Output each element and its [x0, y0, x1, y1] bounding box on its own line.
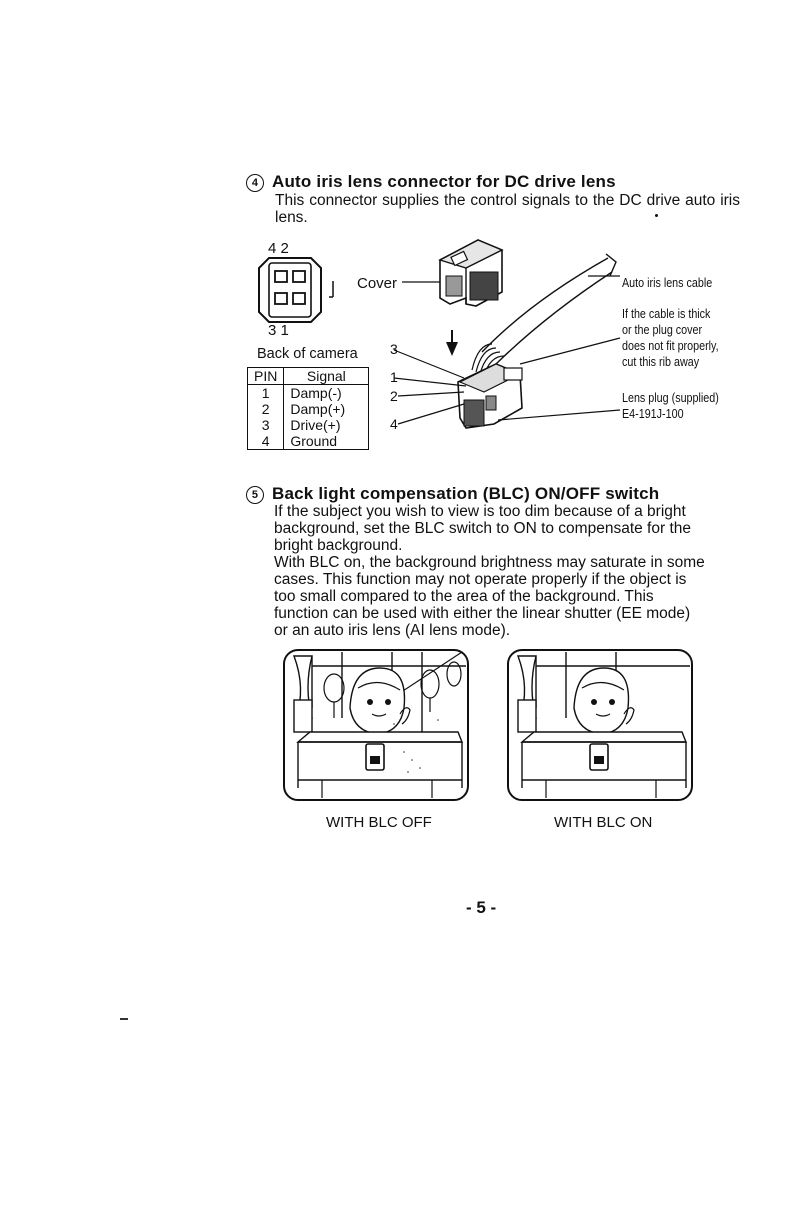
blc-off-illustration	[282, 648, 472, 803]
pin-label-2: 2	[390, 388, 398, 404]
pin-number: 2	[248, 401, 284, 417]
section-5-para-1	[274, 503, 744, 554]
pin-header: PIN	[248, 368, 284, 385]
lens-plug-diagram	[380, 232, 630, 447]
page-number: - 5 -	[466, 898, 497, 917]
text-line: If the subject you wish to view is too dim because of a bright	[274, 503, 686, 520]
cover-label: Cover	[357, 275, 398, 292]
pin-label-3: 3	[390, 341, 398, 357]
pin-signal: Drive(+)	[284, 417, 369, 433]
pin-label-1: 1	[390, 369, 398, 385]
signal-header: Signal	[284, 368, 369, 385]
pin-signal: Damp(-)	[284, 385, 369, 402]
connector-top-pins: 4 2	[268, 240, 289, 257]
text-line: too small compared to the area of the background. This	[274, 588, 654, 605]
connector-bottom-pins: 3 1	[268, 322, 289, 339]
text-line: or an auto iris lens (AI lens mode).	[274, 622, 511, 639]
section-5-heading	[246, 484, 659, 504]
section-4-heading	[246, 172, 616, 192]
section-4-body: This connector supplies the control signals to the DC drive auto iris lens.	[275, 192, 740, 226]
cable-label: Auto iris lens cable	[622, 276, 713, 290]
plug-label-line: Lens plug (supplied)	[622, 391, 719, 405]
section-number-badge: 5	[246, 486, 264, 504]
text-line: background, set the BLC switch to ON to compensate for the	[274, 520, 691, 537]
text-line: With BLC on, the background brightness may saturate in some	[274, 554, 705, 571]
pin-number: 4	[248, 433, 284, 450]
table-row	[248, 417, 369, 433]
pin-signal: Damp(+)	[284, 401, 369, 417]
blc-on-illustration	[506, 648, 696, 803]
pin-signal: Ground	[284, 433, 369, 450]
plug-part-number: E4-191J-100	[622, 407, 684, 421]
table-row	[248, 401, 369, 417]
section-4-title: Auto iris lens connector for DC drive lens	[272, 172, 616, 191]
section-number-badge: 4	[246, 174, 264, 192]
blc-on-caption: WITH BLC ON	[554, 814, 653, 831]
rib-note	[622, 306, 719, 370]
connector-caption: Back of camera	[257, 346, 358, 362]
rib-note-line: does not fit properly,	[622, 339, 719, 353]
table-row	[248, 385, 369, 402]
section-5-title: Back light compensation (BLC) ON/OFF switch	[272, 484, 660, 503]
rib-note-line: cut this rib away	[622, 355, 700, 369]
scan-speck	[120, 1018, 128, 1020]
pin-table-header	[248, 368, 369, 385]
scan-speck	[655, 214, 658, 217]
text-line: cases. This function may not operate properly if the object is	[274, 571, 687, 588]
pin-label-4: 4	[390, 416, 398, 432]
pin-table	[247, 367, 369, 450]
text-line: function can be used with either the linear shutter (EE mode)	[274, 605, 691, 622]
connector-diagram	[255, 255, 350, 330]
text-line: bright background.	[274, 537, 403, 554]
rib-note-line: If the cable is thick	[622, 307, 711, 321]
section-5-para-2	[274, 554, 744, 639]
pin-number: 1	[248, 385, 284, 402]
pin-number: 3	[248, 417, 284, 433]
rib-note-line: or the plug cover	[622, 323, 703, 337]
blc-off-caption: WITH BLC OFF	[326, 814, 432, 831]
table-row	[248, 433, 369, 450]
plug-label	[622, 390, 719, 422]
